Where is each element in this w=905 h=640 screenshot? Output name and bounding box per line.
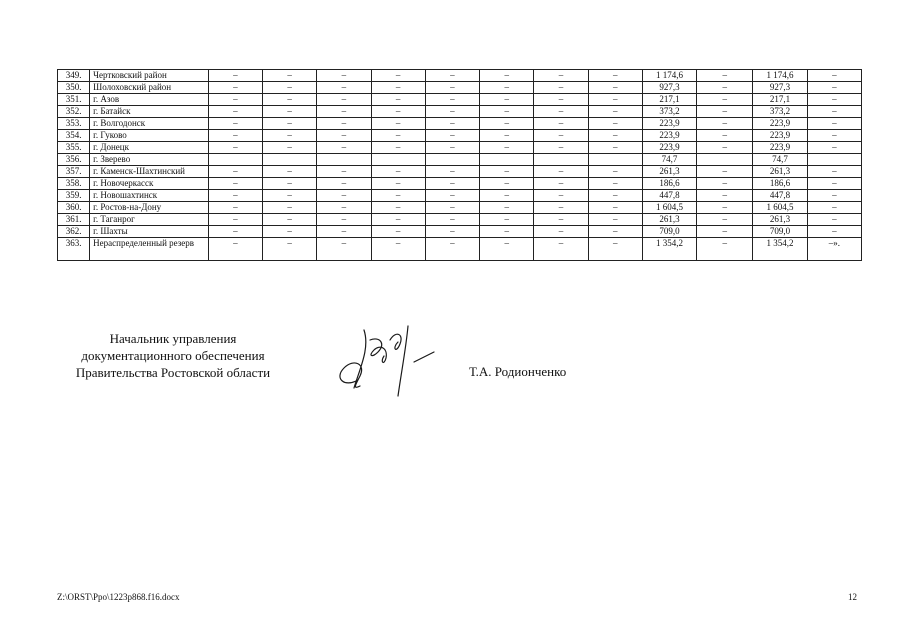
value-cell: – [480,130,534,142]
table-row [58,118,862,130]
value-cell: – [588,190,642,202]
value-cell: – [534,190,588,202]
value-cell: – [697,142,753,154]
value-cell: – [807,130,861,142]
table-row [58,202,862,214]
value-cell [807,154,861,166]
value-cell [371,154,425,166]
signatory-title-line-1: Начальник управления [109,331,237,346]
value-cell [588,154,642,166]
value-cell: – [317,202,371,214]
value-cell: – [534,106,588,118]
value-cell: –». [807,238,861,261]
table-row [58,214,862,226]
value-cell: – [208,118,262,130]
value-cell: – [317,142,371,154]
value-cell: – [807,178,861,190]
value-cell: – [697,226,753,238]
value-cell: – [534,166,588,178]
value-cell: – [588,202,642,214]
row-name-cell: г. Волгодонск [90,118,209,130]
value-cell: – [807,142,861,154]
value-cell: – [263,94,317,106]
value-cell: – [371,202,425,214]
value-cell: 1 604,5 [753,202,807,214]
value-cell: 186,6 [642,178,696,190]
value-cell: – [425,214,479,226]
table-row [58,166,862,178]
row-number-cell: 355. [58,142,90,154]
signatory-name: Т.А. Родионченко [469,364,567,379]
row-name-cell: г. Гуково [90,130,209,142]
value-cell: – [317,190,371,202]
row-number-cell: 353. [58,118,90,130]
value-cell: – [317,178,371,190]
value-cell: – [425,178,479,190]
value-cell [263,154,317,166]
value-cell: – [697,118,753,130]
value-cell: – [588,130,642,142]
value-cell: – [263,202,317,214]
value-cell: – [807,118,861,130]
value-cell: – [317,130,371,142]
value-cell: 447,8 [753,190,807,202]
table-row [58,70,862,82]
table-row [58,82,862,94]
value-cell: – [534,226,588,238]
value-cell [208,154,262,166]
value-cell: – [208,226,262,238]
value-cell: – [807,166,861,178]
value-cell: – [534,238,588,261]
value-cell: – [807,202,861,214]
row-number-cell: 362. [58,226,90,238]
value-cell: – [425,238,479,261]
value-cell: 223,9 [642,130,696,142]
value-cell: – [208,202,262,214]
row-name-cell: г. Батайск [90,106,209,118]
table-row [58,226,862,238]
value-cell: – [317,70,371,82]
value-cell: – [534,130,588,142]
value-cell: – [588,106,642,118]
row-name-cell: Нераспределенный резерв [90,238,209,261]
value-cell: – [263,178,317,190]
value-cell: 1 174,6 [642,70,696,82]
row-number-cell: 350. [58,82,90,94]
value-cell: 447,8 [642,190,696,202]
row-number-cell: 352. [58,106,90,118]
value-cell: – [263,130,317,142]
value-cell: – [480,82,534,94]
value-cell: – [697,130,753,142]
value-cell: – [697,82,753,94]
row-name-cell: Шолоховский район [90,82,209,94]
value-cell: – [425,226,479,238]
value-cell: – [208,106,262,118]
value-cell: 1 354,2 [753,238,807,261]
value-cell: 74,7 [753,154,807,166]
value-cell: – [807,214,861,226]
value-cell: – [807,70,861,82]
value-cell: – [697,178,753,190]
value-cell: – [480,202,534,214]
value-cell: 223,9 [753,130,807,142]
value-cell: – [480,178,534,190]
row-number-cell: 359. [58,190,90,202]
value-cell: – [425,94,479,106]
row-name-cell: г. Новошахтинск [90,190,209,202]
budget-table [57,69,862,261]
row-name-cell: г. Таганрог [90,214,209,226]
row-name-cell: г. Каменск-Шахтинский [90,166,209,178]
value-cell [697,154,753,166]
value-cell: – [534,178,588,190]
value-cell [425,154,479,166]
value-cell: – [697,214,753,226]
signatory-title-line-2: документационного обеспечения [81,348,265,363]
value-cell: – [588,178,642,190]
value-cell: – [807,82,861,94]
value-cell: 927,3 [753,82,807,94]
signatory-title [58,330,288,381]
value-cell: – [588,94,642,106]
table-row [58,106,862,118]
value-cell: – [371,82,425,94]
value-cell: – [371,106,425,118]
value-cell: 223,9 [753,142,807,154]
value-cell: – [588,70,642,82]
handwritten-signature [330,318,445,398]
value-cell: – [425,190,479,202]
value-cell: – [208,70,262,82]
value-cell: 223,9 [642,118,696,130]
value-cell: – [371,70,425,82]
value-cell: – [697,202,753,214]
value-cell: – [480,238,534,261]
value-cell: – [588,142,642,154]
table-row [58,130,862,142]
value-cell: – [807,226,861,238]
value-cell: – [480,94,534,106]
value-cell: – [317,166,371,178]
value-cell: – [317,106,371,118]
table-row [58,190,862,202]
value-cell: – [371,226,425,238]
value-cell: – [697,106,753,118]
value-cell: – [208,82,262,94]
value-cell: – [588,166,642,178]
value-cell: – [425,82,479,94]
value-cell [317,154,371,166]
value-cell: – [697,238,753,261]
value-cell [534,154,588,166]
row-name-cell: г. Донецк [90,142,209,154]
value-cell: – [208,238,262,261]
value-cell: – [534,202,588,214]
value-cell: – [208,214,262,226]
value-cell: – [588,226,642,238]
value-cell: – [317,94,371,106]
value-cell: – [263,238,317,261]
value-cell: – [534,118,588,130]
value-cell: 217,1 [753,94,807,106]
table-row [58,178,862,190]
value-cell: – [588,118,642,130]
value-cell: – [371,130,425,142]
value-cell: 261,3 [642,166,696,178]
value-cell: 1 604,5 [642,202,696,214]
value-cell: – [588,238,642,261]
row-number-cell: 351. [58,94,90,106]
value-cell: – [425,130,479,142]
row-name-cell: г. Ростов-на-Дону [90,202,209,214]
value-cell: – [807,106,861,118]
value-cell: – [697,190,753,202]
value-cell: – [480,214,534,226]
row-number-cell: 361. [58,214,90,226]
value-cell: – [588,214,642,226]
value-cell: – [534,94,588,106]
row-name-cell: г. Азов [90,94,209,106]
value-cell: – [480,166,534,178]
value-cell: – [263,190,317,202]
value-cell: – [371,142,425,154]
value-cell: – [317,82,371,94]
value-cell: 927,3 [642,82,696,94]
value-cell: – [263,70,317,82]
row-number-cell: 356. [58,154,90,166]
value-cell: – [317,118,371,130]
table-row [58,154,862,166]
value-cell: 74,7 [642,154,696,166]
value-cell: – [588,82,642,94]
value-cell: 217,1 [642,94,696,106]
value-cell: 223,9 [753,118,807,130]
value-cell: – [263,166,317,178]
value-cell: – [807,94,861,106]
value-cell: – [480,70,534,82]
value-cell: – [263,142,317,154]
row-number-cell: 360. [58,202,90,214]
value-cell: – [263,118,317,130]
row-number-cell: 354. [58,130,90,142]
table-row [58,94,862,106]
value-cell: – [371,118,425,130]
value-cell: – [371,214,425,226]
value-cell: – [697,94,753,106]
value-cell: – [263,214,317,226]
value-cell: – [208,130,262,142]
value-cell: 373,2 [753,106,807,118]
value-cell: – [263,226,317,238]
value-cell: – [317,238,371,261]
value-cell: – [425,142,479,154]
value-cell: – [534,70,588,82]
row-name-cell: г. Зверево [90,154,209,166]
value-cell: – [480,106,534,118]
table-row [58,142,862,154]
value-cell: – [371,238,425,261]
value-cell: 223,9 [642,142,696,154]
value-cell: – [317,226,371,238]
value-cell: – [480,190,534,202]
value-cell: 1 354,2 [642,238,696,261]
value-cell: – [263,82,317,94]
value-cell: – [208,142,262,154]
value-cell: – [425,106,479,118]
footer-file-path: Z:\ORST\Ppo\1223p868.f16.docx [57,592,180,602]
value-cell: – [317,214,371,226]
row-name-cell: г. Шахты [90,226,209,238]
value-cell: 261,3 [753,166,807,178]
value-cell: – [425,70,479,82]
value-cell: – [371,166,425,178]
value-cell: 261,3 [642,214,696,226]
value-cell: 709,0 [753,226,807,238]
value-cell: – [425,118,479,130]
row-number-cell: 358. [58,178,90,190]
value-cell: – [697,70,753,82]
value-cell: 261,3 [753,214,807,226]
value-cell: – [480,142,534,154]
row-number-cell: 357. [58,166,90,178]
signatory-title-line-3: Правительства Ростовской области [75,365,271,380]
table-body [58,70,862,261]
value-cell: – [208,166,262,178]
row-name-cell: г. Новочеркасск [90,178,209,190]
page-number: 12 [848,592,857,602]
value-cell: – [480,118,534,130]
value-cell: – [697,166,753,178]
value-cell: – [807,190,861,202]
row-name-cell: Чертковский район [90,70,209,82]
value-cell: – [208,94,262,106]
table-row [58,238,862,261]
value-cell: 1 174,6 [753,70,807,82]
value-cell: 186,6 [753,178,807,190]
value-cell: – [480,226,534,238]
value-cell: – [425,202,479,214]
value-cell: 709,0 [642,226,696,238]
value-cell: – [534,142,588,154]
value-cell: – [534,214,588,226]
value-cell: – [208,190,262,202]
value-cell: – [371,178,425,190]
value-cell: – [263,106,317,118]
value-cell [480,154,534,166]
value-cell: 373,2 [642,106,696,118]
value-cell: – [208,178,262,190]
row-number-cell: 349. [58,70,90,82]
value-cell: – [371,94,425,106]
value-cell: – [425,166,479,178]
row-number-cell: 363. [58,238,90,261]
value-cell: – [534,82,588,94]
value-cell: – [371,190,425,202]
